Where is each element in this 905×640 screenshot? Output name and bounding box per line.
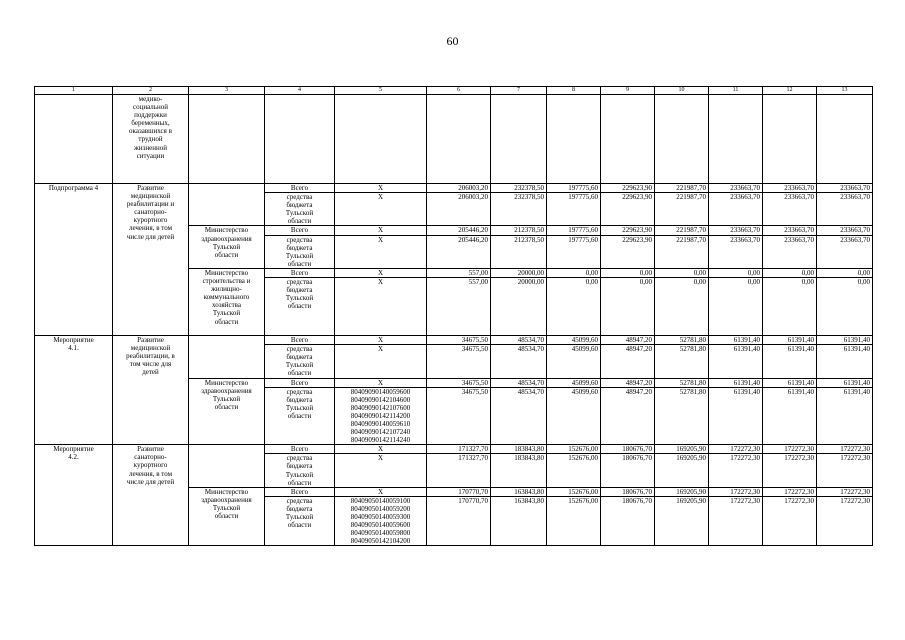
value-cell: 206003,20: [427, 193, 491, 226]
value-cell: 52781,80: [655, 387, 709, 445]
value-cell: 20000,00: [491, 268, 547, 277]
value-cell: 171327,70: [427, 445, 491, 454]
executor-minstroy: Министерство строительства и жилищно- коммунального хозяйства Тульской области: [189, 268, 265, 335]
budget-source-label: средства бюджета Тульской области: [265, 454, 335, 487]
value-cell: 48534,70: [491, 387, 547, 445]
value-cell: 172272,30: [709, 487, 763, 496]
value-cell: 229623,90: [601, 226, 655, 235]
budget-source-label: средства бюджета Тульской области: [265, 235, 335, 268]
value-cell: 34675,50: [427, 336, 491, 345]
value-cell: 180676,70: [601, 496, 655, 546]
kbk-x: X: [335, 235, 427, 268]
m41-title: Развитие медицинской реабилитации, в том числе для детей: [113, 336, 189, 445]
value-cell: 52781,80: [655, 378, 709, 387]
value-cell: 48947,20: [601, 387, 655, 445]
m41-total-row: [35, 336, 873, 345]
budget-source-label: средства бюджета Тульской области: [265, 345, 335, 378]
value-cell: 232378,50: [491, 184, 547, 193]
value-cell: 61391,40: [709, 378, 763, 387]
kbk-x: X: [335, 336, 427, 345]
value-cell: 169205,90: [655, 454, 709, 487]
value-cell: 52781,80: [655, 345, 709, 378]
value-cell: 233663,70: [817, 235, 873, 268]
value-cell: 48947,20: [601, 336, 655, 345]
value-cell: 172272,30: [817, 454, 873, 487]
value-cell: 45099,60: [547, 378, 601, 387]
total-label: Всего: [265, 226, 335, 235]
value-cell: 61391,40: [763, 336, 817, 345]
value-cell: 34675,50: [427, 345, 491, 378]
total-label: Всего: [265, 268, 335, 277]
value-cell: 197775,60: [547, 184, 601, 193]
value-cell: 172272,30: [817, 445, 873, 454]
value-cell: 61391,40: [763, 345, 817, 378]
value-cell: 61391,40: [709, 336, 763, 345]
value-cell: 180676,70: [601, 487, 655, 496]
value-cell: 172272,30: [817, 496, 873, 546]
column-number-row: [35, 87, 873, 95]
column-number: 7: [491, 87, 547, 95]
page-number: 60: [446, 34, 459, 48]
value-cell: 170770,70: [427, 487, 491, 496]
column-number: 11: [709, 87, 763, 95]
value-cell: 183843,80: [491, 445, 547, 454]
value-cell: 61391,40: [817, 345, 873, 378]
value-cell: 172272,30: [817, 487, 873, 496]
value-cell: 0,00: [763, 278, 817, 336]
kbk-x: X: [335, 487, 427, 496]
value-cell: 45099,60: [547, 387, 601, 445]
value-cell: 229623,90: [601, 235, 655, 268]
kbk-x: X: [335, 184, 427, 193]
value-cell: 221987,70: [655, 193, 709, 226]
value-cell: 172272,30: [763, 496, 817, 546]
budget-table: [34, 86, 873, 546]
value-cell: 197775,60: [547, 235, 601, 268]
column-number: 4: [265, 87, 335, 95]
m41-name: Мероприятие 4.1.: [35, 336, 113, 445]
value-cell: 48534,70: [491, 378, 547, 387]
value-cell: 152676,00: [547, 454, 601, 487]
value-cell: 233663,70: [709, 184, 763, 193]
value-cell: 212378,50: [491, 235, 547, 268]
value-cell: 172272,30: [709, 496, 763, 546]
kbk-x: X: [335, 226, 427, 235]
executor-minzdrav: Министерство здравоохранения Тульской области: [189, 226, 265, 268]
value-cell: 205446,20: [427, 235, 491, 268]
m42-total-row: [35, 445, 873, 454]
value-cell: 0,00: [655, 268, 709, 277]
column-number: 5: [335, 87, 427, 95]
column-number: 3: [189, 87, 265, 95]
value-cell: 34675,50: [427, 378, 491, 387]
value-cell: 233663,70: [763, 193, 817, 226]
value-cell: 557,00: [427, 268, 491, 277]
budget-source-label: средства бюджета Тульской области: [265, 496, 335, 546]
kbk-x: X: [335, 378, 427, 387]
kbk-x: X: [335, 193, 427, 226]
value-cell: 205446,20: [427, 226, 491, 235]
column-number: 8: [547, 87, 601, 95]
value-cell: 169205,90: [655, 487, 709, 496]
value-cell: 557,00: [427, 278, 491, 336]
kbk-x: X: [335, 345, 427, 378]
value-cell: 169205,90: [655, 496, 709, 546]
value-cell: 233663,70: [817, 193, 873, 226]
executor-minzdrav: Министерство здравоохранения Тульской области: [189, 487, 265, 546]
value-cell: 0,00: [655, 278, 709, 336]
value-cell: 206003,20: [427, 184, 491, 193]
value-cell: 233663,70: [709, 193, 763, 226]
value-cell: 233663,70: [817, 184, 873, 193]
total-label: Всего: [265, 487, 335, 496]
executor-minzdrav: Министерство здравоохранения Тульской области: [189, 378, 265, 445]
continuation-row: [35, 95, 873, 184]
value-cell: 171327,70: [427, 454, 491, 487]
value-cell: 183843,80: [491, 454, 547, 487]
value-cell: 221987,70: [655, 226, 709, 235]
kbk-x: X: [335, 445, 427, 454]
value-cell: 233663,70: [763, 226, 817, 235]
value-cell: 180676,70: [601, 445, 655, 454]
value-cell: 52781,80: [655, 336, 709, 345]
value-cell: 172272,30: [763, 487, 817, 496]
value-cell: 152676,00: [547, 487, 601, 496]
total-label: Всего: [265, 445, 335, 454]
value-cell: 0,00: [709, 278, 763, 336]
kbk-codes: 80409090140059600 80409090142104600 80409090142107600 80409090142114200 80409090140059610 80409090142107240 80409090142114240: [335, 387, 427, 445]
value-cell: 180676,70: [601, 454, 655, 487]
value-cell: 61391,40: [817, 336, 873, 345]
value-cell: 61391,40: [709, 345, 763, 378]
value-cell: 163843,80: [491, 487, 547, 496]
total-label: Всего: [265, 336, 335, 345]
sp4-name: Подпрограмма 4: [35, 184, 113, 336]
m42-name: Мероприятие 4.2.: [35, 445, 113, 546]
continued-title: медико- социальной поддержки беременных, оказавшихся в трудной жизненной ситуации: [113, 95, 189, 184]
value-cell: 48947,20: [601, 345, 655, 378]
value-cell: 233663,70: [763, 184, 817, 193]
value-cell: 45099,60: [547, 336, 601, 345]
value-cell: 0,00: [547, 278, 601, 336]
column-number: 9: [601, 87, 655, 95]
value-cell: 0,00: [601, 268, 655, 277]
value-cell: 197775,60: [547, 226, 601, 235]
value-cell: 172272,30: [763, 445, 817, 454]
value-cell: 229623,90: [601, 184, 655, 193]
total-label: Всего: [265, 378, 335, 387]
value-cell: 169205,90: [655, 445, 709, 454]
column-number: 2: [113, 87, 189, 95]
value-cell: 172272,30: [763, 454, 817, 487]
value-cell: 233663,70: [817, 226, 873, 235]
value-cell: 48534,70: [491, 336, 547, 345]
value-cell: 61391,40: [817, 387, 873, 445]
budget-source-label: средства бюджета Тульской области: [265, 387, 335, 445]
sp4-title: Развитие медицинской реабилитации и санаторно- курортного лечения, в том числе для детей: [113, 184, 189, 336]
value-cell: 221987,70: [655, 235, 709, 268]
value-cell: 163843,80: [491, 496, 547, 546]
kbk-codes: 80409050140059100 80409050140059200 80409050140059300 80409050140059600 80409050140059800 80409050142104200: [335, 496, 427, 546]
value-cell: 61391,40: [763, 378, 817, 387]
value-cell: 229623,90: [601, 193, 655, 226]
value-cell: 48947,20: [601, 378, 655, 387]
column-number: 6: [427, 87, 491, 95]
kbk-x: X: [335, 268, 427, 277]
value-cell: 170770,70: [427, 496, 491, 546]
value-cell: 233663,70: [709, 226, 763, 235]
value-cell: 233663,70: [763, 235, 817, 268]
column-number: 13: [817, 87, 873, 95]
value-cell: 0,00: [547, 268, 601, 277]
budget-source-label: средства бюджета Тульской области: [265, 278, 335, 336]
value-cell: 61391,40: [763, 387, 817, 445]
value-cell: 152676,00: [547, 445, 601, 454]
value-cell: 212378,50: [491, 226, 547, 235]
value-cell: 48534,70: [491, 345, 547, 378]
column-number: 12: [763, 87, 817, 95]
kbk-x: X: [335, 278, 427, 336]
kbk-x: X: [335, 454, 427, 487]
m42-title: Развитие санаторно- курортного лечения, в том числе для детей: [113, 445, 189, 546]
value-cell: 34675,50: [427, 387, 491, 445]
value-cell: 221987,70: [655, 184, 709, 193]
value-cell: 61391,40: [817, 378, 873, 387]
column-number: 1: [35, 87, 113, 95]
value-cell: 61391,40: [709, 387, 763, 445]
value-cell: 0,00: [817, 268, 873, 277]
value-cell: 232378,50: [491, 193, 547, 226]
total-label: Всего: [265, 184, 335, 193]
column-number: 10: [655, 87, 709, 95]
value-cell: 45099,60: [547, 345, 601, 378]
value-cell: 197775,60: [547, 193, 601, 226]
value-cell: 172272,30: [709, 445, 763, 454]
value-cell: 233663,70: [709, 235, 763, 268]
value-cell: 0,00: [601, 278, 655, 336]
sp4-total-row: [35, 184, 873, 193]
value-cell: 0,00: [709, 268, 763, 277]
budget-source-label: средства бюджета Тульской области: [265, 193, 335, 226]
value-cell: 0,00: [763, 268, 817, 277]
value-cell: 0,00: [817, 278, 873, 336]
value-cell: 152676,00: [547, 496, 601, 546]
value-cell: 20000,00: [491, 278, 547, 336]
value-cell: 172272,30: [709, 454, 763, 487]
